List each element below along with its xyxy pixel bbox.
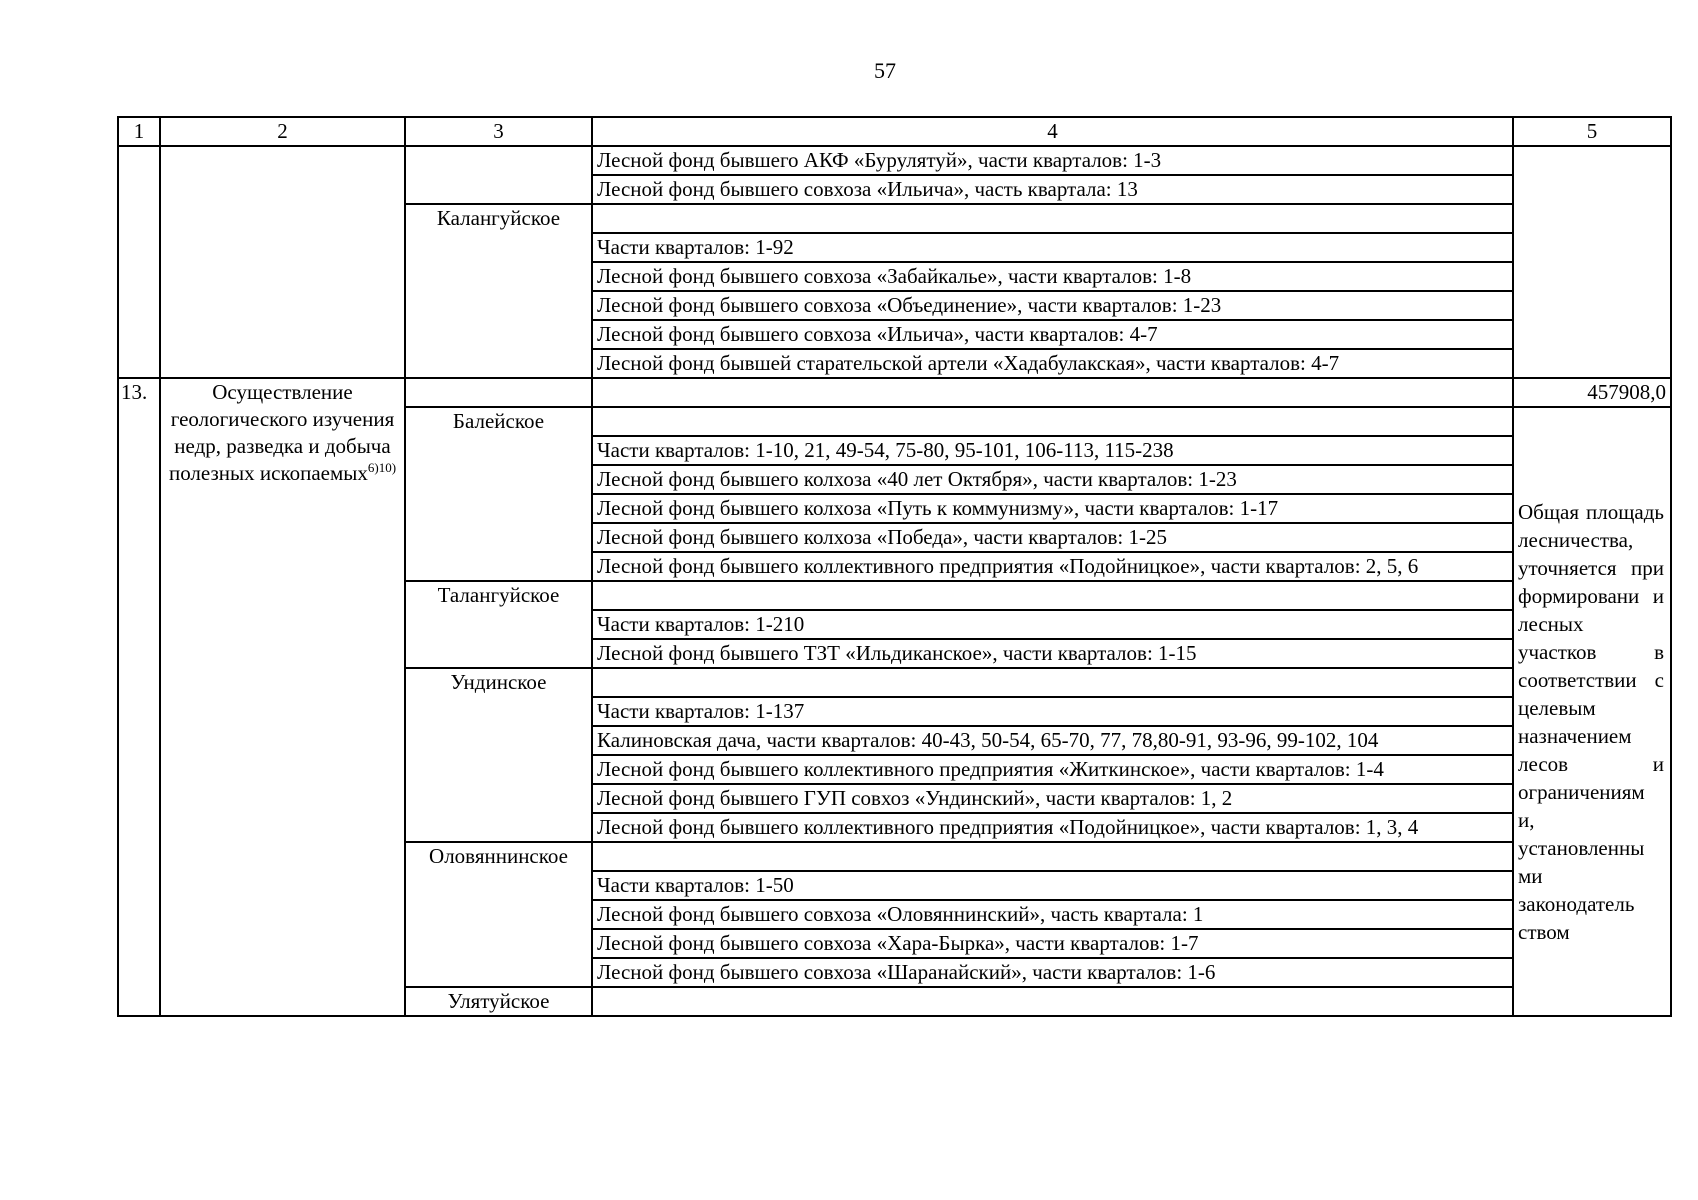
quarters-cell: Части кварталов: 1-137 [592, 697, 1513, 726]
quarters-cell: Лесной фонд бывшего колхоза «Путь к коммунизму», части кварталов: 1-17 [592, 494, 1513, 523]
quarters-cell: Лесной фонд бывшего совхоза «Объединение», части кварталов: 1-23 [592, 291, 1513, 320]
quarters-cell: Лесной фонд бывшего ТЗТ «Ильдиканское», части кварталов: 1-15 [592, 639, 1513, 668]
quarters-cell: Лесной фонд бывшего коллективного предприятия «Подойницкое», части кварталов: 1, 3, 4 [592, 813, 1513, 842]
quarters-cell: Части кварталов: 1-92 [592, 233, 1513, 262]
note-cell [1513, 407, 1671, 1016]
quarters-cell: Лесной фонд бывшего совхоза «Ильича», часть квартала: 13 [592, 175, 1513, 204]
purpose-cell [160, 146, 405, 378]
table-header-row [118, 117, 1671, 146]
area-cell [1513, 378, 1671, 407]
quarters-cell: Лесной фонд бывшего АКФ «Бурулятуй», части кварталов: 1-3 [592, 146, 1513, 175]
quarters-cell: Калиновская дача, части кварталов: 40-43, 50-54, 65-70, 77, 78,80-91, 93-96, 99-102, 104 [592, 726, 1513, 755]
quarters-cell [592, 581, 1513, 610]
quarters-cell [592, 204, 1513, 233]
quarters-cell: Лесной фонд бывшего коллективного предприятия «Подойницкое», части кварталов: 2, 5, 6 [592, 552, 1513, 581]
area-cell [1513, 146, 1671, 378]
district-cell [405, 378, 592, 407]
quarters-cell: Части кварталов: 1-50 [592, 871, 1513, 900]
forestry-table [117, 116, 1672, 1017]
district-cell: Калангуйское [405, 204, 592, 378]
quarters-cell: Лесной фонд бывшего колхоза «40 лет Октября», части кварталов: 1-23 [592, 465, 1513, 494]
district-cell: Улятуйское [405, 987, 592, 1016]
quarters-cell [592, 668, 1513, 697]
quarters-cell [592, 378, 1513, 407]
quarters-cell: Лесной фонд бывшего совхоза «Забайкалье», части кварталов: 1-8 [592, 262, 1513, 291]
quarters-cell: Лесной фонд бывшего ГУП совхоз «Ундинский», части кварталов: 1, 2 [592, 784, 1513, 813]
quarters-cell: Лесной фонд бывшего совхоза «Ильича», части кварталов: 4-7 [592, 320, 1513, 349]
quarters-cell: Части кварталов: 1-10, 21, 49-54, 75-80, 95-101, 106-113, 115-238 [592, 436, 1513, 465]
quarters-cell [592, 407, 1513, 436]
quarters-cell: Лесной фонд бывшего совхоза «Шаранайский», части кварталов: 1-6 [592, 958, 1513, 987]
header-cell: 4 [592, 117, 1513, 146]
header-cell: 3 [405, 117, 592, 146]
quarters-cell: Лесной фонд бывшей старательской артели «Хадабулакская», части кварталов: 4-7 [592, 349, 1513, 378]
district-cell: Балейское [405, 407, 592, 581]
quarters-cell: Лесной фонд бывшего совхоза «Хара-Бырка», части кварталов: 1-7 [592, 929, 1513, 958]
purpose-text: Осуществление геологического изучения недр, разведка и добыча полезных ископаемых [168, 380, 395, 485]
quarters-cell: Лесной фонд бывшего совхоза «Оловяннинский», часть квартала: 1 [592, 900, 1513, 929]
district-cell: Талангуйское [405, 581, 592, 668]
purpose-cell [160, 378, 405, 1016]
header-cell: 2 [160, 117, 405, 146]
quarters-cell [592, 842, 1513, 871]
area-note: Общая площадь лесничества, уточняется при формировани и лесных участков в соответствии с целевым назначением лесов и ограничениям и, установленны ми законодатель ством [1518, 500, 1664, 944]
quarters-cell [592, 987, 1513, 1016]
district-cell [405, 146, 592, 204]
district-cell: Оловяннинское [405, 842, 592, 987]
total-area: 457908,0 [1587, 380, 1666, 404]
quarters-cell: Лесной фонд бывшего коллективного предприятия «Житкинское», части кварталов: 1-4 [592, 755, 1513, 784]
table-row [118, 378, 1671, 407]
row-number-cell [118, 146, 160, 378]
purpose-footnote: 6)10) [367, 460, 397, 475]
table-row [118, 146, 1671, 175]
header-cell: 1 [118, 117, 160, 146]
row-number-cell: 13. [118, 378, 160, 1016]
district-cell: Ундинское [405, 668, 592, 842]
page-number: 57 [874, 58, 896, 83]
quarters-cell: Лесной фонд бывшего колхоза «Победа», части кварталов: 1-25 [592, 523, 1513, 552]
quarters-cell: Части кварталов: 1-210 [592, 610, 1513, 639]
header-cell: 5 [1513, 117, 1671, 146]
